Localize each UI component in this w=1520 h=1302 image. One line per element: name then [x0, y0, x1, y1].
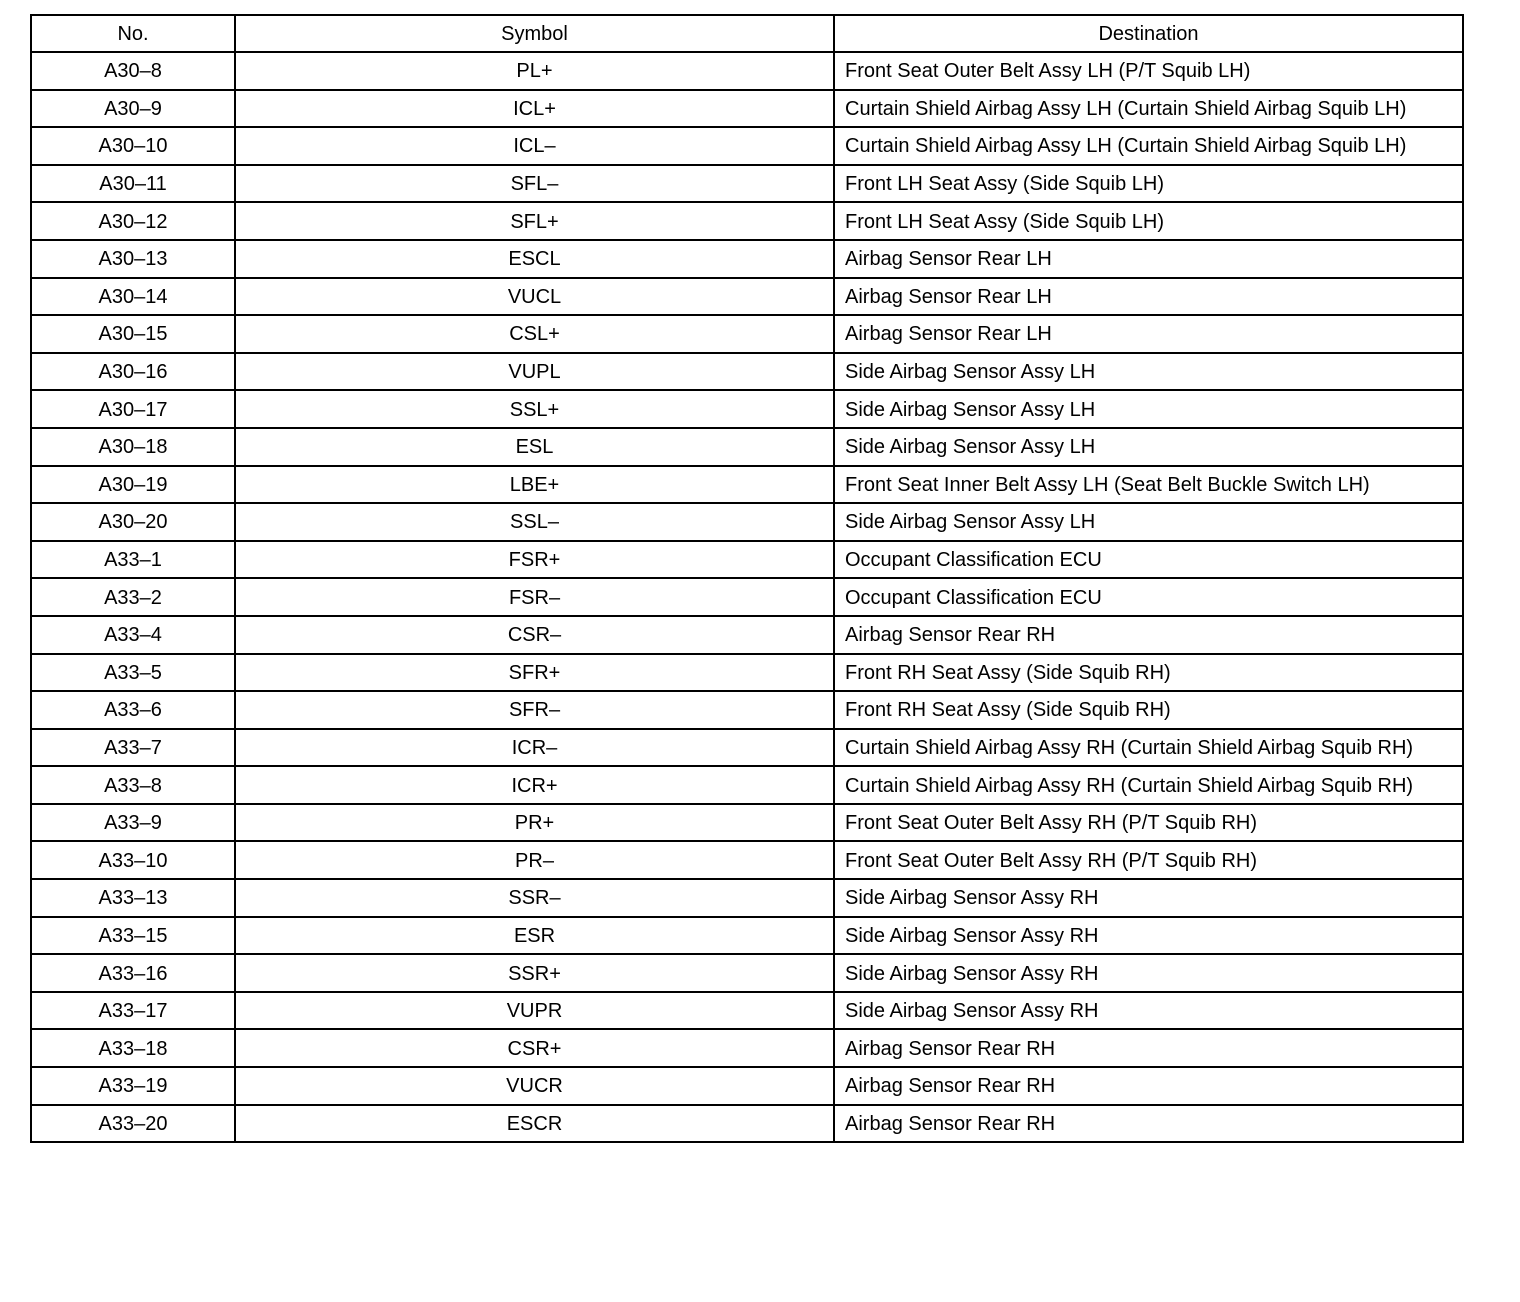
cell-destination: Side Airbag Sensor Assy LH	[834, 390, 1463, 428]
cell-symbol: SFL–	[235, 165, 834, 203]
cell-destination: Front RH Seat Assy (Side Squib RH)	[834, 691, 1463, 729]
cell-no: A30–8	[31, 52, 235, 90]
cell-symbol: PR+	[235, 804, 834, 842]
cell-no: A33–9	[31, 804, 235, 842]
table-row	[31, 428, 1463, 466]
cell-symbol: CSR+	[235, 1029, 834, 1067]
table-body	[31, 52, 1463, 1142]
cell-no: A30–14	[31, 278, 235, 316]
table-row	[31, 691, 1463, 729]
table-row	[31, 879, 1463, 917]
cell-destination: Side Airbag Sensor Assy LH	[834, 353, 1463, 391]
cell-symbol: PL+	[235, 52, 834, 90]
cell-symbol: ICL–	[235, 127, 834, 165]
cell-no: A33–7	[31, 729, 235, 767]
cell-destination: Front Seat Outer Belt Assy LH (P/T Squib LH)	[834, 52, 1463, 90]
cell-symbol: SSR–	[235, 879, 834, 917]
cell-destination: Side Airbag Sensor Assy RH	[834, 954, 1463, 992]
cell-no: A33–8	[31, 766, 235, 804]
cell-no: A33–1	[31, 541, 235, 579]
table-header-row	[31, 15, 1463, 52]
cell-symbol: CSR–	[235, 616, 834, 654]
table-row	[31, 127, 1463, 165]
table-row	[31, 541, 1463, 579]
table-row	[31, 654, 1463, 692]
cell-no: A30–18	[31, 428, 235, 466]
cell-symbol: SFL+	[235, 202, 834, 240]
cell-destination: Occupant Classification ECU	[834, 578, 1463, 616]
cell-symbol: SFR+	[235, 654, 834, 692]
cell-symbol: VUCR	[235, 1067, 834, 1105]
table-row	[31, 1067, 1463, 1105]
cell-symbol: PR–	[235, 841, 834, 879]
cell-no: A33–19	[31, 1067, 235, 1105]
cell-destination: Curtain Shield Airbag Assy LH (Curtain Shield Airbag Squib LH)	[834, 90, 1463, 128]
cell-symbol: ICR–	[235, 729, 834, 767]
table-row	[31, 841, 1463, 879]
cell-destination: Airbag Sensor Rear LH	[834, 240, 1463, 278]
table-row	[31, 390, 1463, 428]
table-row	[31, 729, 1463, 767]
header-destination: Destination	[834, 15, 1463, 52]
table-row	[31, 165, 1463, 203]
cell-destination: Side Airbag Sensor Assy RH	[834, 917, 1463, 955]
cell-no: A30–12	[31, 202, 235, 240]
table-row	[31, 766, 1463, 804]
cell-destination: Front LH Seat Assy (Side Squib LH)	[834, 202, 1463, 240]
cell-destination: Airbag Sensor Rear RH	[834, 616, 1463, 654]
cell-destination: Side Airbag Sensor Assy RH	[834, 879, 1463, 917]
cell-no: A33–15	[31, 917, 235, 955]
cell-symbol: VUPL	[235, 353, 834, 391]
cell-no: A33–10	[31, 841, 235, 879]
cell-no: A30–17	[31, 390, 235, 428]
table-row	[31, 503, 1463, 541]
cell-destination: Side Airbag Sensor Assy LH	[834, 503, 1463, 541]
cell-symbol: ESCR	[235, 1105, 834, 1143]
cell-destination: Airbag Sensor Rear RH	[834, 1067, 1463, 1105]
cell-destination: Curtain Shield Airbag Assy RH (Curtain Shield Airbag Squib RH)	[834, 729, 1463, 767]
table-row	[31, 240, 1463, 278]
cell-symbol: VUCL	[235, 278, 834, 316]
cell-no: A30–16	[31, 353, 235, 391]
cell-destination: Airbag Sensor Rear LH	[834, 278, 1463, 316]
cell-symbol: ICR+	[235, 766, 834, 804]
cell-no: A33–6	[31, 691, 235, 729]
cell-symbol: SSL–	[235, 503, 834, 541]
table-row	[31, 52, 1463, 90]
table-row	[31, 616, 1463, 654]
cell-symbol: VUPR	[235, 992, 834, 1030]
cell-no: A33–2	[31, 578, 235, 616]
cell-destination: Front Seat Inner Belt Assy LH (Seat Belt Buckle Switch LH)	[834, 466, 1463, 504]
table-row	[31, 1105, 1463, 1143]
table-row	[31, 353, 1463, 391]
cell-destination: Front RH Seat Assy (Side Squib RH)	[834, 654, 1463, 692]
header-no: No.	[31, 15, 235, 52]
cell-no: A33–18	[31, 1029, 235, 1067]
cell-no: A30–15	[31, 315, 235, 353]
cell-destination: Front LH Seat Assy (Side Squib LH)	[834, 165, 1463, 203]
table-row	[31, 1029, 1463, 1067]
cell-destination: Front Seat Outer Belt Assy RH (P/T Squib RH)	[834, 841, 1463, 879]
cell-destination: Airbag Sensor Rear RH	[834, 1029, 1463, 1067]
cell-destination: Side Airbag Sensor Assy RH	[834, 992, 1463, 1030]
cell-destination: Side Airbag Sensor Assy LH	[834, 428, 1463, 466]
cell-symbol: FSR–	[235, 578, 834, 616]
cell-symbol: ESL	[235, 428, 834, 466]
table-row	[31, 992, 1463, 1030]
table-row	[31, 315, 1463, 353]
cell-no: A30–11	[31, 165, 235, 203]
cell-symbol: SFR–	[235, 691, 834, 729]
cell-no: A30–9	[31, 90, 235, 128]
cell-no: A33–13	[31, 879, 235, 917]
terminal-table	[30, 14, 1464, 1143]
cell-destination: Airbag Sensor Rear RH	[834, 1105, 1463, 1143]
cell-symbol: SSL+	[235, 390, 834, 428]
cell-no: A33–4	[31, 616, 235, 654]
cell-destination: Occupant Classification ECU	[834, 541, 1463, 579]
cell-no: A30–10	[31, 127, 235, 165]
table-row	[31, 466, 1463, 504]
table-row	[31, 90, 1463, 128]
cell-symbol: FSR+	[235, 541, 834, 579]
table-row	[31, 954, 1463, 992]
cell-no: A33–20	[31, 1105, 235, 1143]
table-row	[31, 578, 1463, 616]
table-row	[31, 804, 1463, 842]
table-row	[31, 278, 1463, 316]
cell-no: A30–19	[31, 466, 235, 504]
cell-symbol: CSL+	[235, 315, 834, 353]
header-symbol: Symbol	[235, 15, 834, 52]
cell-symbol: LBE+	[235, 466, 834, 504]
cell-no: A33–16	[31, 954, 235, 992]
table-row	[31, 917, 1463, 955]
cell-destination: Front Seat Outer Belt Assy RH (P/T Squib RH)	[834, 804, 1463, 842]
cell-no: A30–13	[31, 240, 235, 278]
cell-symbol: ESR	[235, 917, 834, 955]
cell-symbol: SSR+	[235, 954, 834, 992]
cell-symbol: ESCL	[235, 240, 834, 278]
cell-destination: Curtain Shield Airbag Assy LH (Curtain Shield Airbag Squib LH)	[834, 127, 1463, 165]
cell-no: A33–5	[31, 654, 235, 692]
cell-symbol: ICL+	[235, 90, 834, 128]
cell-destination: Airbag Sensor Rear LH	[834, 315, 1463, 353]
cell-no: A30–20	[31, 503, 235, 541]
cell-destination: Curtain Shield Airbag Assy RH (Curtain Shield Airbag Squib RH)	[834, 766, 1463, 804]
cell-no: A33–17	[31, 992, 235, 1030]
table-row	[31, 202, 1463, 240]
